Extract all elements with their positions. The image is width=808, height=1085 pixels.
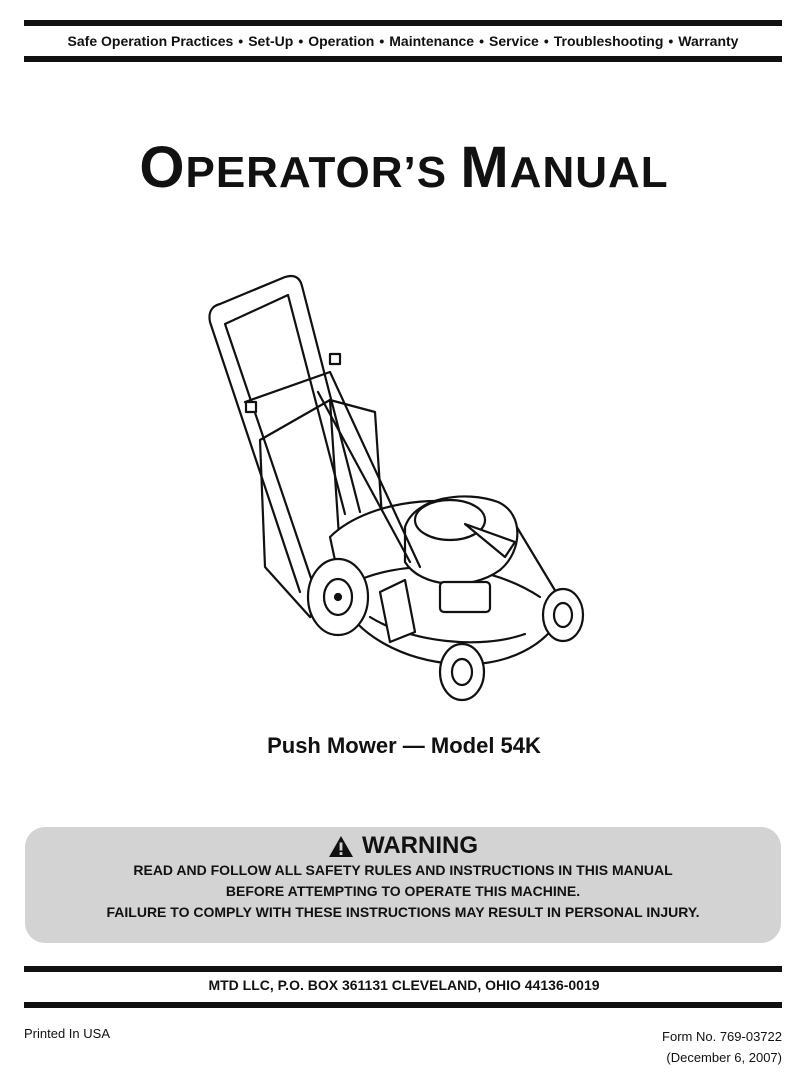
lawn-mower-illustration bbox=[180, 262, 620, 712]
nav-item-warranty: Warranty bbox=[678, 33, 739, 49]
bottom-rule bbox=[24, 966, 782, 972]
warning-triangle-icon bbox=[328, 835, 354, 858]
form-number: Form No. 769-03722 bbox=[662, 1029, 782, 1044]
warning-line: FAILURE TO COMPLY WITH THESE INSTRUCTIONS MAY RESULT IN PERSONAL INJURY. bbox=[106, 904, 700, 920]
nav-item-safe-operation: Safe Operation Practices bbox=[67, 33, 234, 49]
nav-separator: • bbox=[543, 33, 549, 49]
bottom-rule-lower bbox=[24, 1002, 782, 1008]
nav-item-setup: Set-Up bbox=[248, 33, 294, 49]
model-subtitle: Push Mower — Model 54K bbox=[267, 733, 541, 758]
top-rule bbox=[24, 20, 782, 26]
title-word-operators: PERATOR’S bbox=[185, 148, 448, 197]
warning-box bbox=[25, 827, 781, 943]
warning-heading: WARNING bbox=[362, 832, 478, 859]
nav-separator: • bbox=[238, 33, 244, 49]
nav-item-operation: Operation bbox=[308, 33, 375, 49]
nav-separator: • bbox=[379, 33, 385, 49]
page-title bbox=[0, 134, 808, 201]
nav-item-maintenance: Maintenance bbox=[389, 33, 475, 49]
section-nav bbox=[24, 29, 782, 53]
warning-heading-row bbox=[25, 832, 781, 860]
warning-line: BEFORE ATTEMPTING TO OPERATE THIS MACHINE. bbox=[225, 883, 581, 899]
company-address: MTD LLC, P.O. BOX 361131 CLEVELAND, OHIO 44136-0019 bbox=[208, 977, 600, 993]
title-initial-o: O bbox=[139, 135, 186, 200]
nav-separator: • bbox=[298, 33, 304, 49]
title-word-manual: ANUAL bbox=[509, 148, 669, 197]
form-info bbox=[662, 1026, 782, 1068]
warning-line: READ AND FOLLOW ALL SAFETY RULES AND INSTRUCTIONS IN THIS MANUAL bbox=[133, 862, 673, 878]
nav-item-service: Service bbox=[488, 33, 539, 49]
nav-separator: • bbox=[668, 33, 674, 49]
title-initial-m: M bbox=[460, 135, 510, 200]
form-date: (December 6, 2007) bbox=[666, 1050, 782, 1065]
nav-separator: • bbox=[479, 33, 484, 49]
nav-item-troubleshooting: Troubleshooting bbox=[553, 33, 664, 49]
printed-in-label: Printed In USA bbox=[24, 1026, 110, 1041]
top-rule-lower bbox=[24, 56, 782, 62]
